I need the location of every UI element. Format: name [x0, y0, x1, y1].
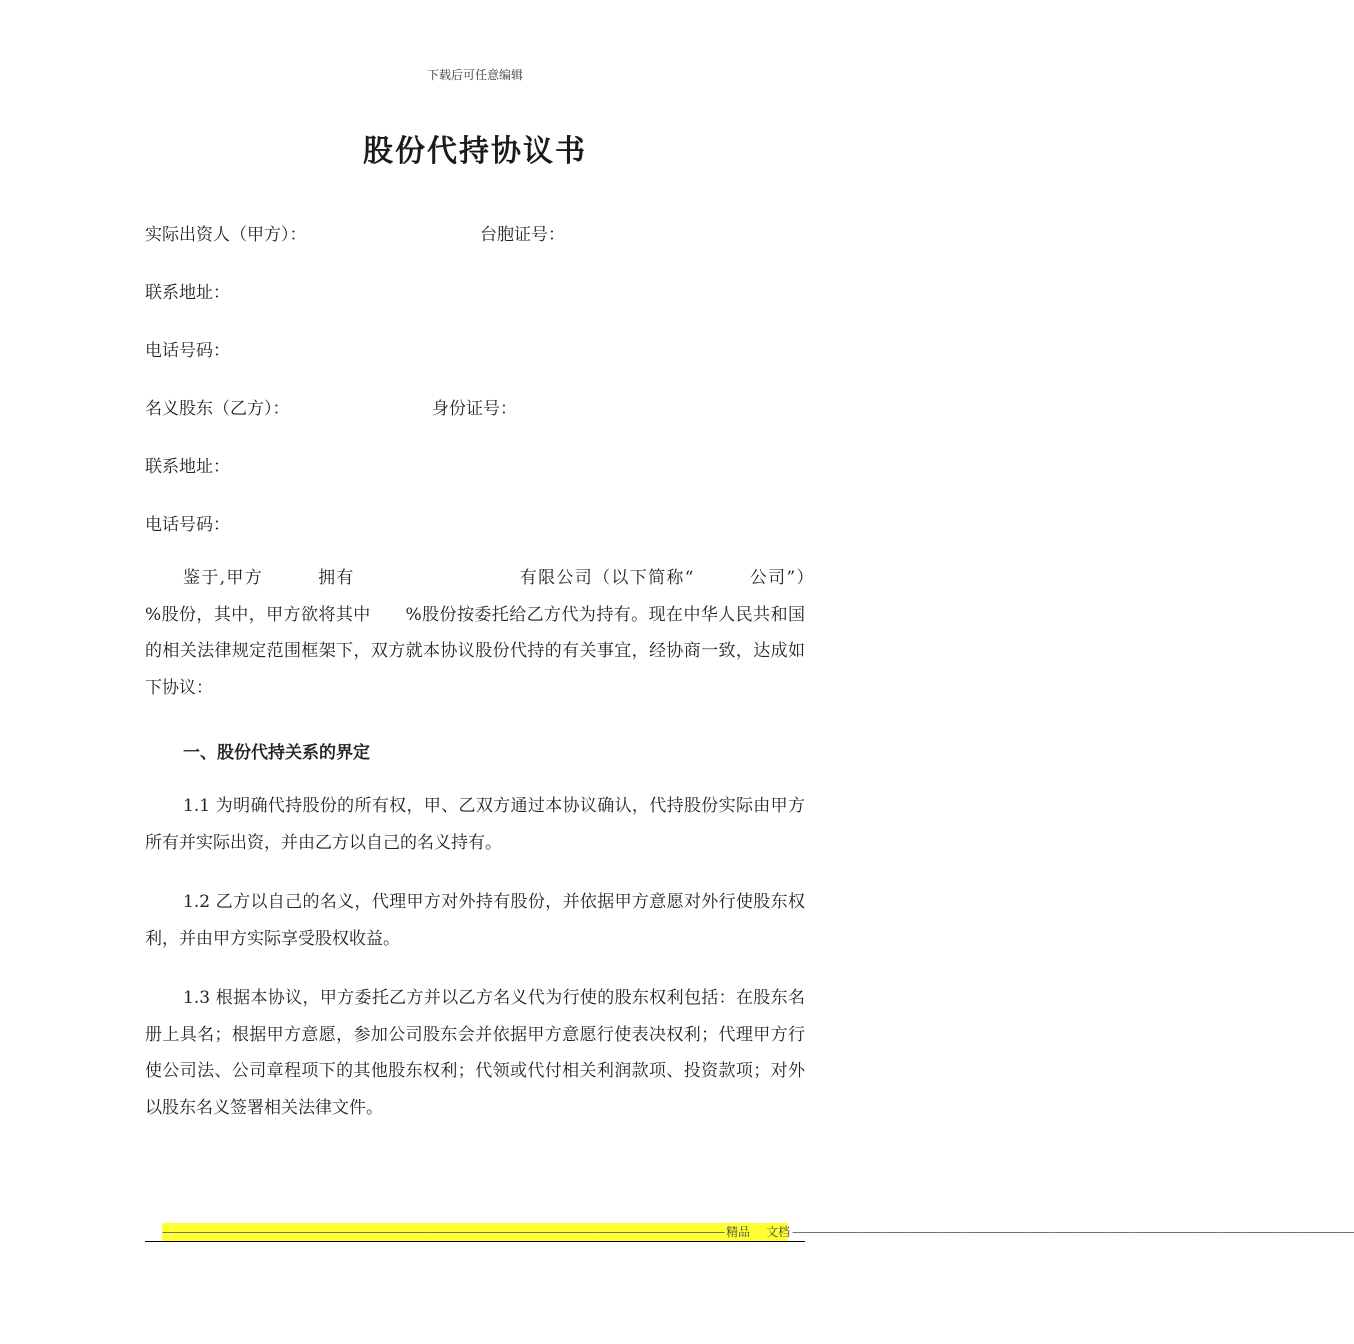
party-a-phone-label: 电话号码：	[145, 341, 230, 361]
party-a-address-label: 联系地址：	[145, 283, 230, 303]
footer-label-right: 文档	[766, 1225, 791, 1239]
footer-rule	[145, 1241, 805, 1242]
party-b-phone-label: 电话号码：	[145, 515, 230, 535]
party-b-address-label: 联系地址：	[145, 457, 230, 477]
document-title: 股份代持协议书	[363, 134, 587, 169]
clause-1-3: 1.3 根据本协议，甲方委托乙方并以乙方名义代为行使的股东权利包括：在股东名册上具名；根据甲方意愿，参加公司股东会并依据甲方意愿行使表决权利；代理甲方行使公司法、公司章程项下的其他股东权利；代领或代付相关利润款项、投资款项；对外以股东名义签署相关法律文件。	[145, 988, 805, 1118]
clause-1-2: 1.2 乙方以自己的名义，代理甲方对外持有股份，并依据甲方意愿对外行使股东权利，并由甲方实际享受股权收益。	[145, 892, 805, 949]
clause-1-1: 1.1 为明确代持股份的所有权，甲、乙双方通过本协议确认，代持股份实际由甲方所有并实际出资，并由乙方以自己的名义持有。	[145, 796, 805, 853]
footer-highlight-bar	[162, 1223, 1354, 1241]
footer-dashes-right: ----------------------------------------------------------------------------------------------------------------------------------------------------------------------------------------	[792, 1225, 1354, 1239]
party-a-id-label: 台胞证号：	[480, 225, 565, 245]
party-a-label: 实际出资人（甲方）：	[145, 225, 307, 245]
footer-label-left: 精品	[726, 1225, 751, 1239]
section-1-heading: 一、股份代持关系的界定	[183, 743, 370, 763]
header-note: 下载后可任意编辑	[426, 68, 523, 82]
preamble-paragraph: 鉴于,甲方 拥有 有限公司（以下简称“ 公司”） %股份，其中，甲方欲将其中 %股份按委托给乙方代为持有。现在中华人民共和国的相关法律规定范围框架下，双方就本协议股份代持的有关事宜，经协商一致，达成如下协议：	[145, 568, 839, 698]
footer-dashes-left: ----------------------------------------------------------------------------------------------------------------------------------------------------------------------------------------	[162, 1225, 725, 1239]
party-b-label: 名义股东（乙方）：	[145, 399, 290, 419]
party-b-id-label: 身份证号：	[432, 399, 517, 419]
